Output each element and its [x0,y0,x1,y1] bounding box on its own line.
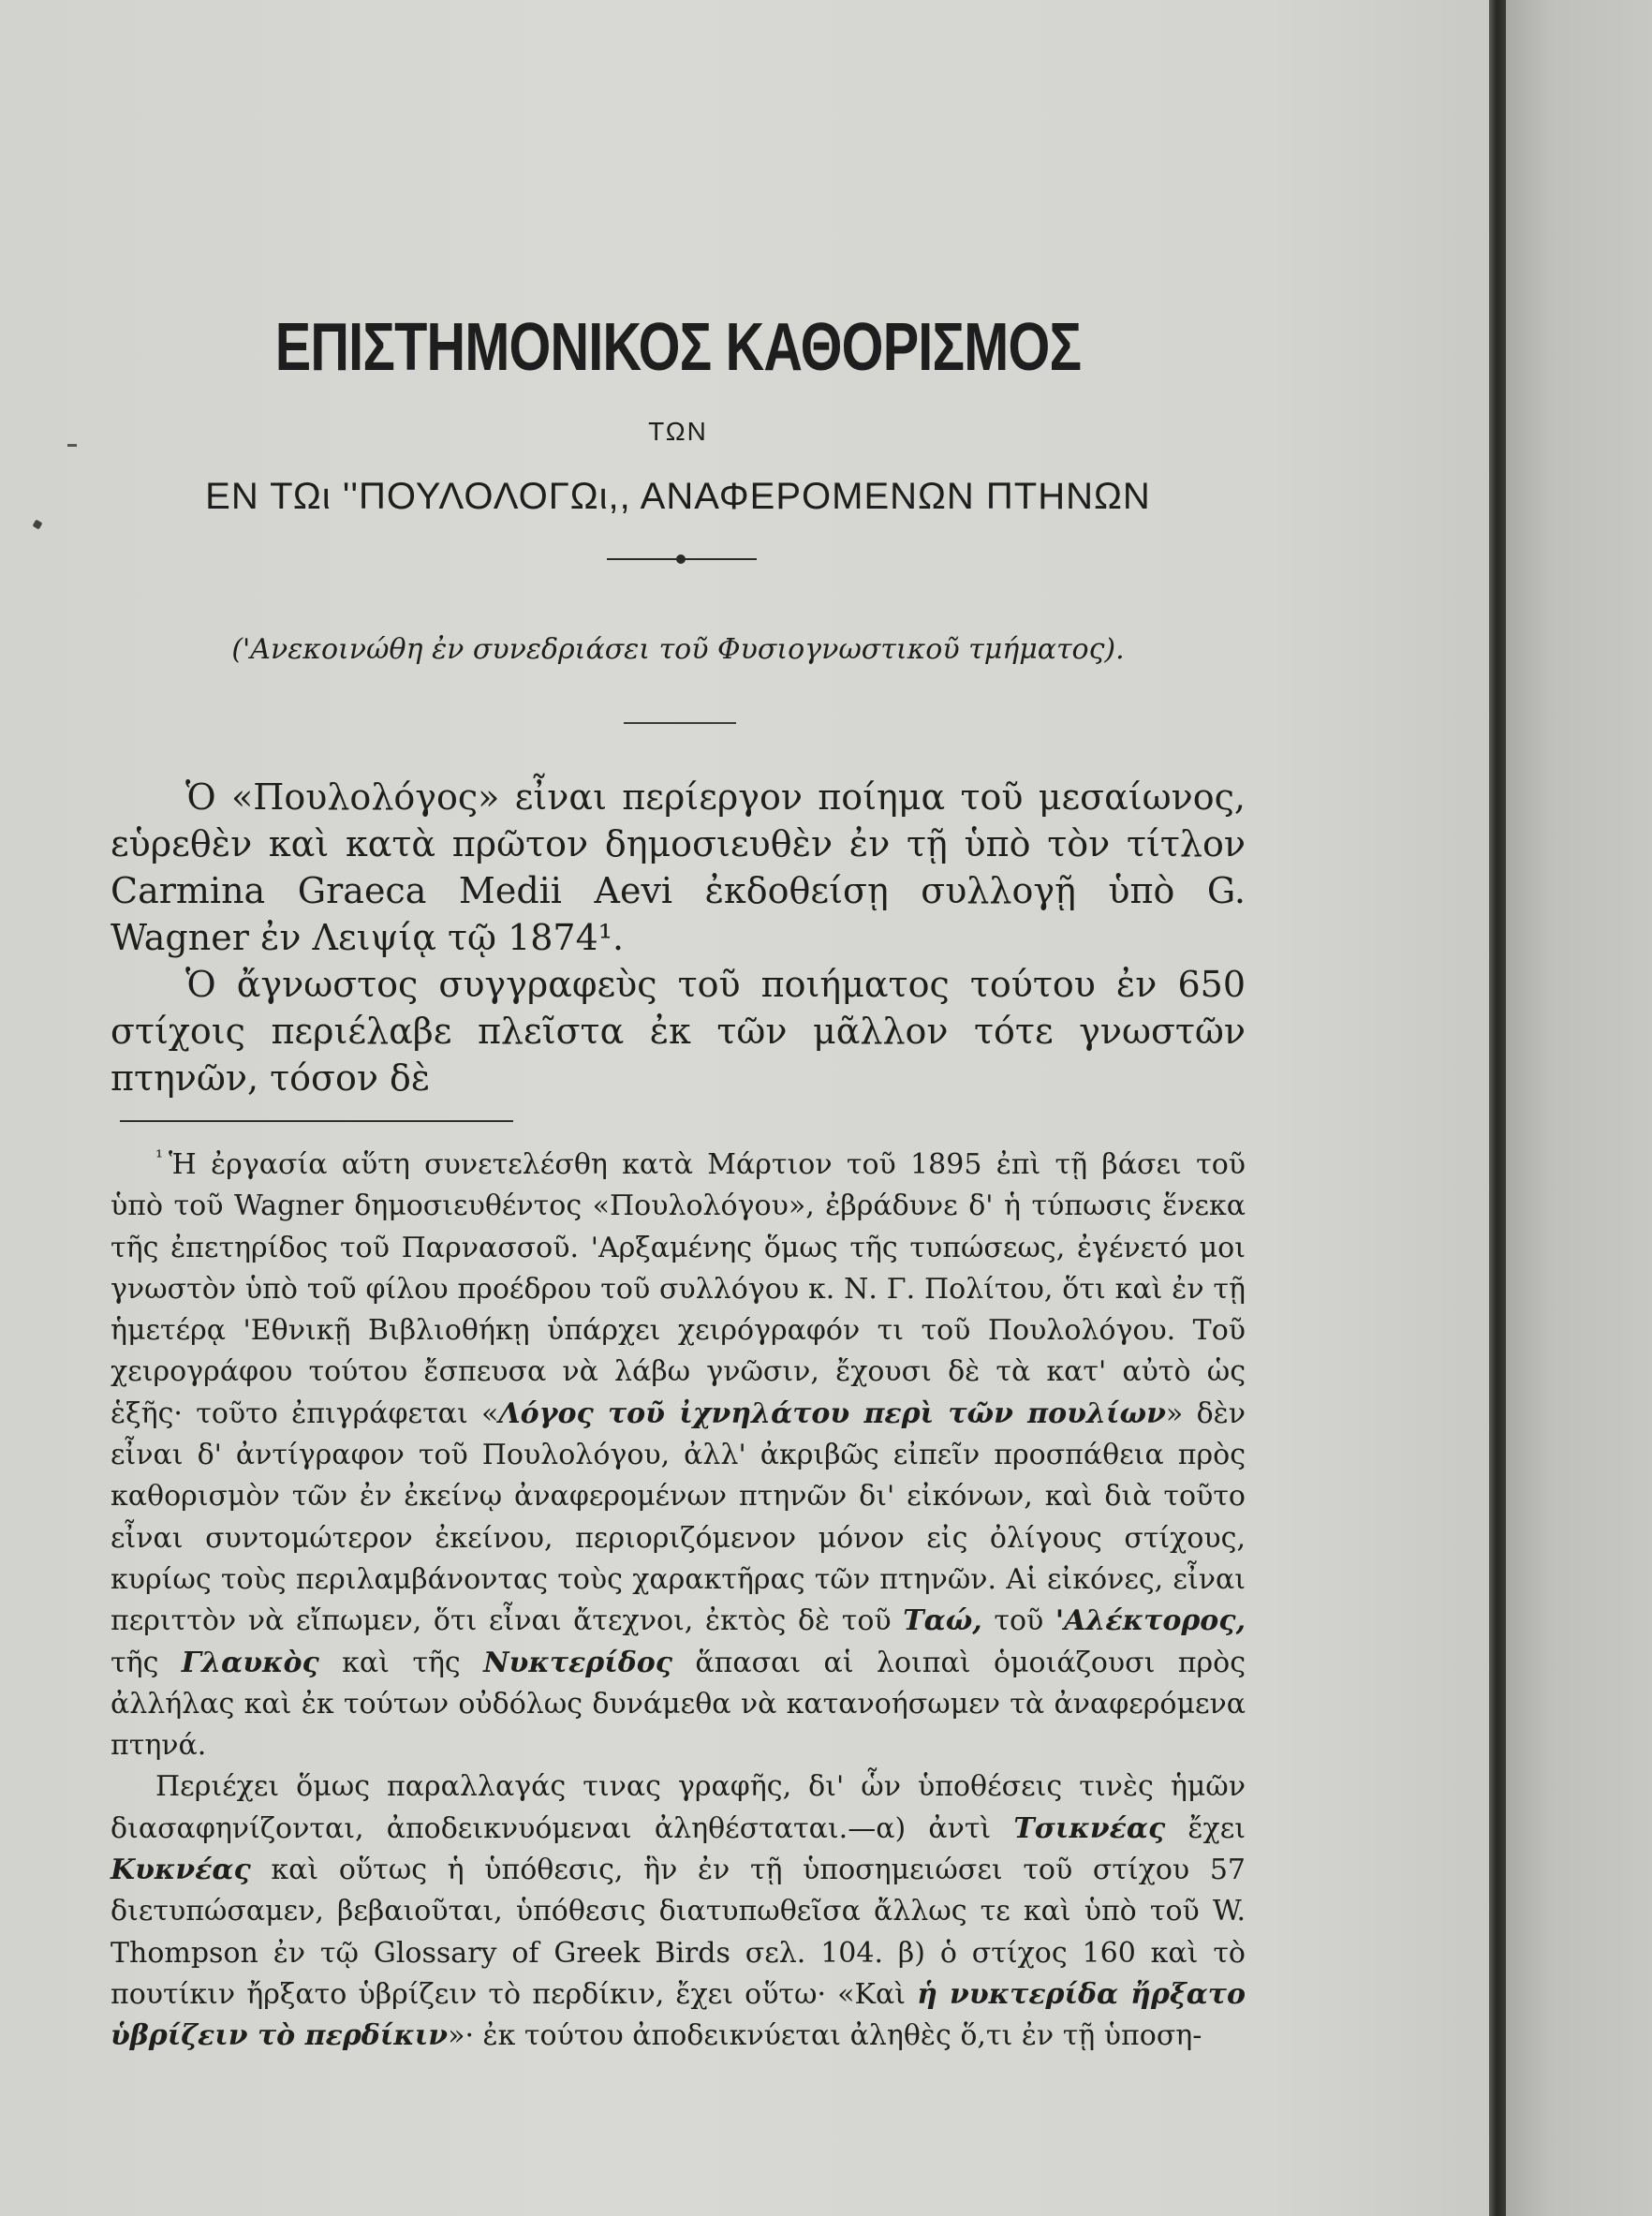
title-ornament [607,553,757,566]
bird-name-glaukos: Γλαυκὸς [181,1646,319,1679]
paragraph-1: Ὁ «Πουλολόγος» εἶναι περίεργον ποίημα τοῦ μεσαίωνος, εὑρεθὲν καὶ κατὰ πρῶτον δημοσιευθὲν ἐν τῇ ὑπὸ τὸν τίτλον Carmina Graeca Medii Aevi ἐκδοθείσῃ συλλογῇ ὑπὸ G. Wagner ἐν Λειψίᾳ τῷ 1874¹. [111,776,1246,958]
footnotes [111,1145,1246,2058]
footnote-2 [111,1766,1246,2057]
footnote-2-text-c: καὶ οὕτως ἡ ὑπόθεσις, ἣν ἐν τῇ ὑποσημειώσει τοῦ στίχου 57 διετυπώσαμεν, βεβαιοῦται, ὑπόθεσις διατυπωθεῖσα ἄλλως τε καὶ ὑπὸ τοῦ W. Thompson ἐν τῷ Glossary of Greek Birds σελ. 104. β) ὁ στίχος 160 καὶ τὸ πουτίκιν ἤρξατο ὑβρίζειν τὸ περδίκιν, ἔχει οὕτω· «Καὶ [111,1854,1246,2011]
bird-name-kyknea: Κυκνέας [111,1854,251,1887]
bird-name-taos: Ταώ, [903,1604,982,1638]
article-title: ΕΠΙΣΤΗΜΟΝΙΚΟΣ ΚΑΘΟΡΙΣΜΟΣ [274,310,1082,385]
footnote-1-text-f: ἅπασαι αἱ λοιπαὶ ὁμοιάζουσι πρὸς ἀλλήλας καὶ ἐκ τούτων οὐδόλως δυνάμεθα νὰ κατανοήσωμεν τὰ ἀναφερόμενα πτηνά. [111,1646,1246,1763]
title-connector: ΤΩΝ [648,417,708,446]
footnote-2-text-d: »· ἐκ τούτου ἀποδεικνύεται ἀληθὲς ὅ,τι ἐν τῇ ὑποση- [448,2019,1202,2053]
section-rule [624,722,736,724]
footnote-1-text-c: τοῦ [981,1604,1055,1638]
paragraph-2: Ὁ ἄγνωστος συγγραφεὺς τοῦ ποιήματος τούτου ἐν 650 στίχοις περιέλαβε πλεῖστα ἐκ τῶν μᾶλλον τότε γνωστῶν πτηνῶν, τόσον δὲ [111,964,1246,1099]
ornament-dot [676,554,686,564]
print-mark [67,444,77,447]
footnote-marker: ¹ [155,1145,164,1168]
footnote-2-text-b: ἔχει [1165,1811,1246,1845]
footnote-2-quote: ἡ νυκτερίδα ἤρξατο ὑβρίζειν τὸ περδίκιν [111,1977,1246,2053]
footnote-1 [111,1145,1246,1766]
footnote-2-text-a: Περιέχει ὅμως παραλλαγάς τινας γραφῆς, δι' ὧν ὑποθέσεις τινὲς ἡμῶν διασαφηνίζονται, ἀποδεικνυόμεναι ἀληθέσταται.—α) ἀντὶ [111,1770,1246,1845]
communication-note: ('Ανεκοινώθη ἐν συνεδριάσει τοῦ Φυσιογνωστικοῦ τμήματος). [231,633,1125,666]
footnote-1-text-b: » δὲν εἶναι δ' ἀντίγραφον τοῦ Πουλολόγου, ἀλλ' ἀκριβῶς εἰπεῖν προσπάθεια πρὸς καθορισμὸν τῶν ἐν ἐκείνῳ ἀναφερομένων πτηνῶν δι' εἰκόνων, καὶ διὰ τοῦτο εἶναι συντομώτερον ἐκείνου, περιοριζόμενον μόνον εἰς ὀλίγους στίχους, κυρίως τοὺς περιλαμβάνοντας τοὺς χαρακτῆρας τῶν πτηνῶν. Αἱ εἰκόνες, εἶναι περιττὸν νὰ εἴπωμεν, ὅτι εἶναι ἄτεχνοι, ἐκτὸς δὲ τοῦ [111,1396,1246,1638]
footnote-1-manuscript-title: Λόγος τοῦ ἰχνηλάτου περὶ τῶν πουλίων [498,1396,1166,1430]
article-subtitle: ΕΝ ΤΩι ''ΠΟΥΛΟΛΟΓΩι,, ΑΝΑΦΕΡΟΜΕΝΩΝ ΠΤΗΝΩΝ [205,476,1151,517]
main-text [111,774,1246,1101]
book-gutter [1489,0,1506,2216]
adjacent-page-edge [1506,0,1652,2216]
footnote-1-text-d: τῆς [111,1646,182,1679]
bird-name-nykteridos: Νυκτερίδος [483,1646,673,1679]
bird-name-alektoros: 'Αλέκτορος, [1055,1604,1246,1638]
footnote-rule [120,1120,513,1122]
bird-name-tsiknea: Τσικνέας [1013,1811,1166,1845]
footnote-1-text-e: καὶ τῆς [318,1646,484,1679]
footnote-1-text-a: Ἡ ἐργασία αὕτη συνετελέσθη κατὰ Μάρτιον τοῦ 1895 ἐπὶ τῇ βάσει τοῦ ὑπὸ τοῦ Wagner δημοσιευθέντος «Πουλολόγου», ἐβράδυνε δ' ἡ τύπωσις ἕνεκα τῆς ἐπετηρίδος τοῦ Παρνασσοῦ. 'Αρξαμένης ὅμως τῆς τυπώσεως, ἐγένετό μοι γνωστὸν ὑπὸ τοῦ φίλου προέδρου τοῦ συλλόγου κ. Ν. Γ. Πολίτου, ὅτι καὶ ἐν τῇ ἡμετέρᾳ 'Εθνικῇ Βιβλιοθήκῃ ὑπάρχει χειρόγραφόν τι τοῦ Πουλολόγου. Τοῦ χειρογράφου τούτου ἔσπευσα νὰ λάβω γνῶσιν, ἔχουσι δὲ τὰ κατ' αὐτὸ ὡς ἑξῆς· τοῦτο ἐπιγράφεται « [111,1148,1246,1430]
print-speck [33,520,43,530]
